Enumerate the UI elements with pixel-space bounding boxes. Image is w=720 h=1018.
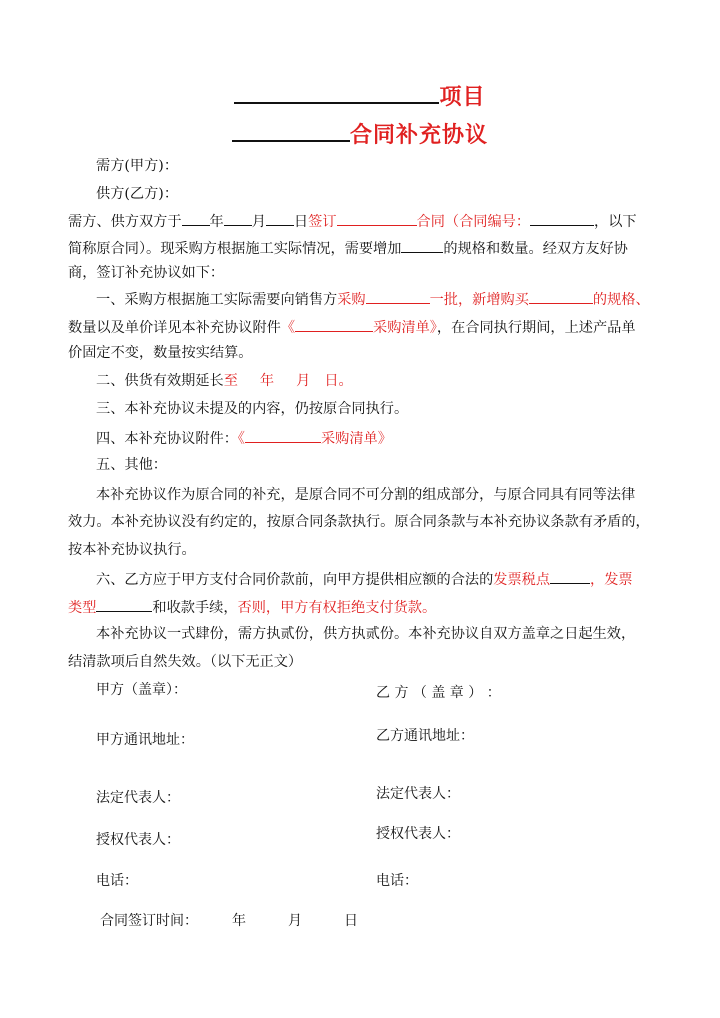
project-name-blank[interactable]: [234, 80, 439, 104]
party-a-legal-rep-label: 法定代表人：: [96, 790, 180, 806]
buyer-party-label: 需方(甲方)：: [96, 158, 179, 174]
party-b-legal-rep-label: 法定代表人：: [376, 786, 460, 802]
intro-line-2: 简称原合同）。现采购方根据施工实际情况，需要增加 的规格和数量。经双方友好协: [68, 237, 653, 259]
party-a-seal-label: 甲方（盖章）：: [96, 682, 187, 698]
sign-year-blank[interactable]: [182, 210, 210, 226]
added-item-blank[interactable]: [401, 237, 443, 253]
clause6-line-1: 六、乙方应于甲方支付合同价款前，向甲方提供相应额的合法的发票税点 ，发票: [96, 568, 681, 590]
purchase-item-blank[interactable]: [366, 288, 430, 304]
clause5-line-1: 本补充协议作为原合同的补充，是原合同不可分割的组成部分，与原合同具有同等法律: [96, 487, 636, 503]
clause6-line-2: 类型 和收款手续，否则，甲方有权拒绝支付货款。: [68, 596, 653, 618]
party-a-address-label: 甲方通讯地址：: [96, 732, 194, 748]
clause1-line-3: 价固定不变，数量按实结算。: [68, 345, 253, 361]
new-purchase-blank[interactable]: [529, 288, 593, 304]
party-b-seal-label: 乙 方 （ 盖 章 ） ：: [376, 685, 501, 701]
attachment-name-blank[interactable]: [245, 427, 321, 443]
title-agreement-suffix: 合同补充协议: [349, 122, 488, 148]
seller-party-label: 供方(乙方)：: [96, 186, 179, 202]
title-line-2: [0, 118, 720, 149]
orig-contract-name-blank[interactable]: [337, 210, 417, 226]
contract-name-blank[interactable]: [232, 118, 350, 142]
sign-date-row: 合同签订时间： 年 月 日: [100, 913, 358, 929]
party-a-auth-rep-label: 授权代表人：: [96, 832, 180, 848]
title-line-1: [0, 80, 720, 111]
intro-line-3: 商，签订补充协议如下：: [68, 265, 225, 281]
party-b-address-label: 乙方通讯地址：: [376, 728, 474, 744]
purchase-list-name-blank[interactable]: [295, 316, 373, 332]
party-b-phone-label: 电话：: [376, 873, 418, 889]
clause1-line-2: 数量以及单价详见本补充协议附件《 采购清单》，在合同执行期间，上述产品单: [68, 316, 653, 338]
contract-number-blank[interactable]: [530, 210, 594, 226]
closing-line-2: 结清款项后自然失效。（以下无正文）: [68, 654, 303, 670]
invoice-type-blank[interactable]: [96, 596, 152, 612]
party-b-auth-rep-label: 授权代表人：: [376, 826, 460, 842]
intro-line-1: 需方、供方双方于 年 月 日签订 合同（合同编号： ，以下: [68, 210, 653, 232]
clause1-line-1: 一、采购方根据施工实际需要向销售方采购 一批，新增购买 的规格、: [96, 288, 681, 310]
clause5-title: 五、其他：: [96, 457, 167, 473]
closing-line-1: 本补充协议一式肆份，需方执贰份，供方执贰份。本补充协议自双方盖章之日起生效，: [96, 626, 636, 642]
party-a-phone-label: 电话：: [96, 873, 138, 889]
clause4: 四、本补充协议附件：《 采购清单》: [96, 427, 681, 449]
sign-month-blank[interactable]: [224, 210, 252, 226]
title-project-suffix: 项目: [439, 84, 486, 110]
sign-day-blank[interactable]: [266, 210, 294, 226]
clause3: 三、本补充协议未提及的内容，仍按原合同执行。: [96, 401, 409, 417]
tax-rate-blank[interactable]: [550, 568, 590, 584]
clause2: 二、供货有效期延长至 年 月 日。: [96, 373, 353, 389]
clause5-line-3: 按本补充协议执行。: [68, 542, 196, 558]
clause5-line-2: 效力。本补充协议没有约定的，按原合同条款执行。原合同条款与本补充协议条款有矛盾的，: [68, 514, 650, 530]
